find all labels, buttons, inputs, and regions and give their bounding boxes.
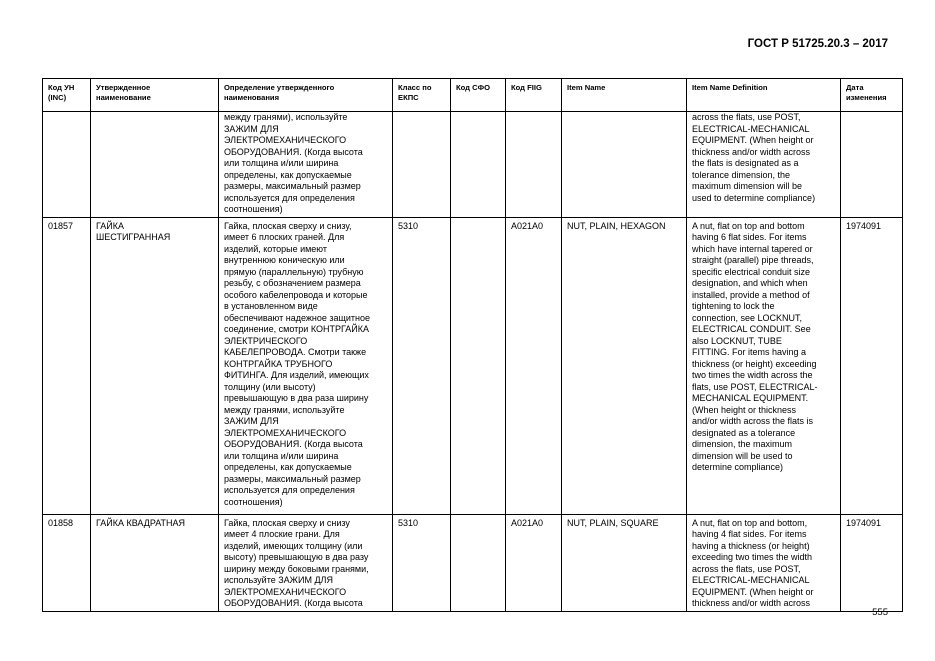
cell-ekps: 5310	[393, 514, 451, 611]
table-row	[43, 112, 903, 218]
catalog-table	[42, 78, 903, 612]
cell-fiig: A021A0	[506, 514, 562, 611]
cell-def-ru: Гайка, плоская сверху и снизу имеет 4 плоские грани. Для изделий, имеющих толщину (или высоту) превышающую в два разу ширину между боковыми гранями, используйте ЗАЖИМ ДЛЯ ЭЛЕКТРОМЕХАНИЧЕСКОГО ОБОРУДОВАНИЯ. (Когда высота	[219, 514, 393, 611]
cell-inc: 01857	[43, 217, 91, 514]
cell-item-name: NUT, PLAIN, HEXAGON	[562, 217, 687, 514]
cell-date	[841, 112, 903, 218]
col-header-def-en: Item Name Definition	[687, 79, 841, 112]
col-header-fiig: Код FIIG	[506, 79, 562, 112]
cell-ekps: 5310	[393, 217, 451, 514]
cell-sfo	[451, 217, 506, 514]
cell-inc: 01858	[43, 514, 91, 611]
table-row	[43, 217, 903, 514]
cell-sfo	[451, 514, 506, 611]
table-row	[43, 514, 903, 611]
page-number: 555	[872, 607, 888, 618]
cell-def-ru: между гранями), используйте ЗАЖИМ ДЛЯ ЭЛЕКТРОМЕХАНИЧЕСКОГО ОБОРУДОВАНИЯ. (Когда высота или толщина и/или ширина определены, как допускаемые размеры, максимальный размер используется для определения соотношения)	[219, 112, 393, 218]
cell-def-en: across the flats, use POST, ELECTRICAL-MECHANICAL EQUIPMENT. (When height or thickness and/or width across the flats is designated as a tolerance dimension, the maximum dimension will be used to determine compliance)	[687, 112, 841, 218]
col-header-date: Дата изменения	[841, 79, 903, 112]
cell-date: 1974091	[841, 514, 903, 611]
cell-fiig: A021A0	[506, 217, 562, 514]
cell-def-ru: Гайка, плоская сверху и снизу, имеет 6 плоских граней. Для изделий, которые имеют внутреннюю коническую или прямую (параллельную) трубную резьбу, с обозначением размера особого кабелепровода и которые в установленном виде обеспечивают надежное защитное соединение, смотри КОНТРГАЙКА ЭЛЕКТРИЧЕСКОГО КАБЕЛЕПРОВОДА. Смотри также КОНТРГАЙКА ТРУБНОГО ФИТИНГА. Для изделий, имеющих толщину (или высоту) превышающую в два раза ширину между гранями, используйте ЗАЖИМ ДЛЯ ЭЛЕКТРОМЕХАНИЧЕСКОГО ОБОРУДОВАНИЯ. (Когда высота или толщина и/или ширина определены, как допускаемые размеры, максимальный размер используется для определения соотношения)	[219, 217, 393, 514]
cell-name-ru	[91, 112, 219, 218]
document-code: ГОСТ Р 51725.20.3 – 2017	[747, 38, 888, 50]
cell-name-ru: ГАЙКА ШЕСТИГРАННАЯ	[91, 217, 219, 514]
cell-date: 1974091	[841, 217, 903, 514]
cell-sfo	[451, 112, 506, 218]
cell-fiig	[506, 112, 562, 218]
cell-name-ru: ГАЙКА КВАДРАТНАЯ	[91, 514, 219, 611]
cell-def-en: A nut, flat on top and bottom, having 4 flat sides. For items having a thickness (or height) exceeding two times the width across the flats, use POST, ELECTRICAL-MECHANICAL EQUIPMENT. (When height or thickness and/or width across	[687, 514, 841, 611]
col-header-inc: Код УН (INC)	[43, 79, 91, 112]
col-header-item-name: Item Name	[562, 79, 687, 112]
cell-item-name: NUT, PLAIN, SQUARE	[562, 514, 687, 611]
cell-def-en: A nut, flat on top and bottom having 6 flat sides. For items which have internal tapered or straight (parallel) pipe threads, specific electrical conduit size designation, and which when installed, provide a method of tightening to lock the connection, see LOCKNUT, ELECTRICAL CONDUIT. See also LOCKNUT, TUBE FITTING. For items having a thickness (or height) exceeding two times the width across the flats, use POST, ELECTRICAL- MECHANICAL EQUIPMENT. (When height or thickness and/or width across the flats is designated as a tolerance dimension, the maximum dimension will be used to determine compliance)	[687, 217, 841, 514]
cell-ekps	[393, 112, 451, 218]
header-row	[43, 79, 903, 112]
cell-inc	[43, 112, 91, 218]
cell-item-name	[562, 112, 687, 218]
col-header-def-ru: Определение утвержденного наименования	[219, 79, 393, 112]
col-header-ekps: Класс по ЕКПС	[393, 79, 451, 112]
col-header-name-ru: Утвержденное наименование	[91, 79, 219, 112]
col-header-sfo: Код СФО	[451, 79, 506, 112]
